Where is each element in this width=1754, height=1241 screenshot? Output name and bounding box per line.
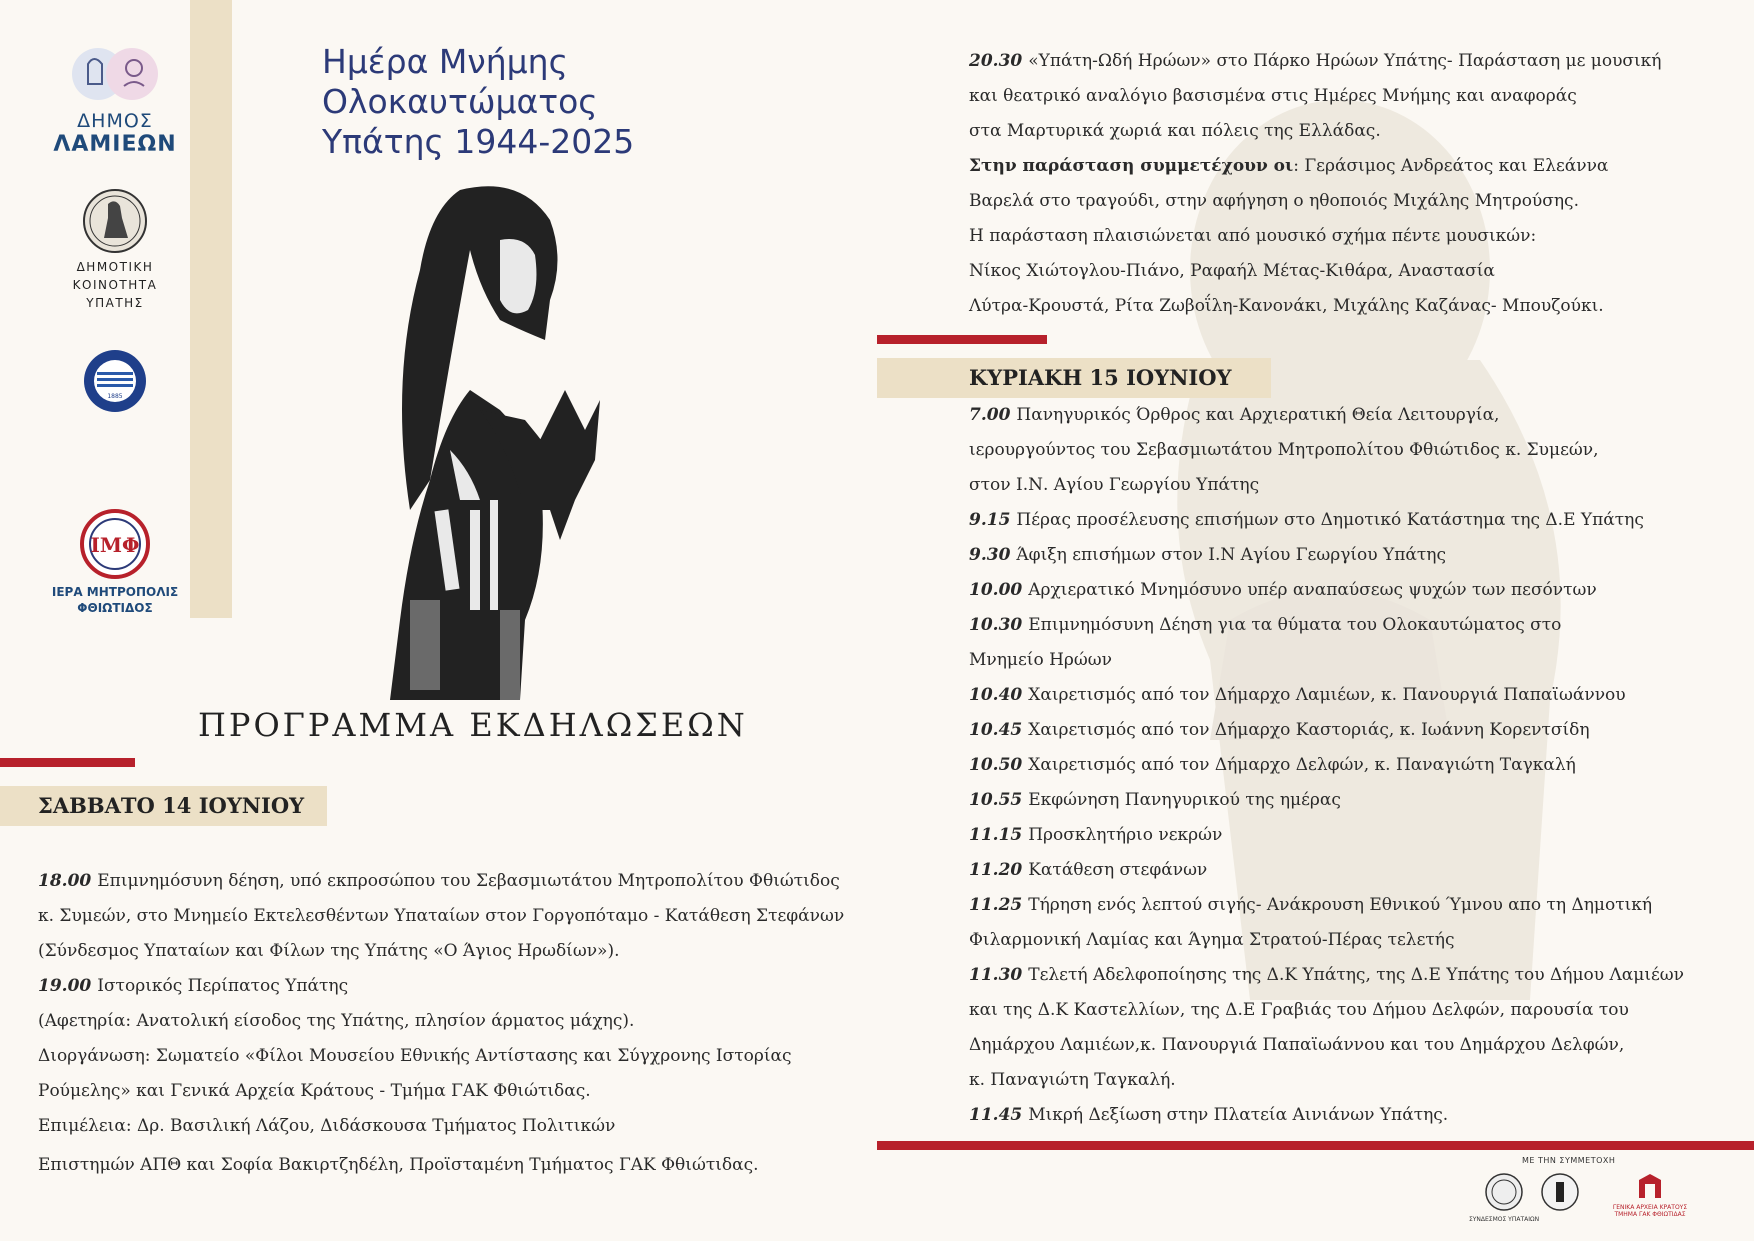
schedule-line: 11.15 Προσκλητήριο νεκρών bbox=[969, 825, 1223, 845]
dimos-lamieon-logo bbox=[40, 42, 190, 157]
schedule-line: Νίκος Χιώτογλου-Πιάνο, Ραφαήλ Μέτας-Κιθάρα, Αναστασία bbox=[969, 261, 1495, 281]
schedule-line: Επιμέλεια: Δρ. Βασιλική Λάζου, Διδάσκουσα Τμήματος Πολιτικών bbox=[38, 1116, 616, 1136]
schedule-line: (Σύνδεσμος Υπαταίων και Φίλων της Υπάτης «Ο Άγιος Ηρωδίων»). bbox=[38, 941, 620, 961]
schedule-line: Στην παράσταση συμμετέχουν οι: Γεράσιμος Ανδρεάτος και Ελεάννα bbox=[969, 156, 1609, 176]
schedule-line: 11.30 Τελετή Αδελφοποίησης της Δ.Κ Υπάτης, της Δ.Ε Υπάτης του Δήμου Λαμιέων bbox=[969, 965, 1684, 985]
schedule-line: Λύτρα-Κρουστά, Ρίτα Ζωβοΐλη-Κανονάκι, Μιχάλης Καζάνας- Μπουζούκι. bbox=[969, 296, 1604, 316]
title-line3: Υπάτης 1944-2025 bbox=[322, 122, 635, 161]
participant-emblem-icon bbox=[1540, 1172, 1580, 1212]
schedule-line: Βαρελά στο τραγούδι, στην αφήγηση ο ηθοποιός Μιχάλης Μητρούσης. bbox=[969, 191, 1579, 211]
schedule-line: 11.20 Κατάθεση στεφάνων bbox=[969, 860, 1208, 880]
schedule-line: 19.00 Ιστορικός Περίπατος Υπάτης bbox=[38, 976, 349, 996]
title-line1: Ημέρα Μνήμης bbox=[322, 42, 568, 81]
koinotita-line2: ΚΟΙΝΟΤΗΤΑ bbox=[72, 278, 158, 292]
program-title: ΠΡΟΓΡΑΜΜΑ ΕΚΔΗΛΩΣΕΩΝ bbox=[198, 706, 748, 744]
dimos-emblem-icon bbox=[60, 42, 170, 106]
schedule-line: κ. Συμεών, στο Μνημείο Εκτελεσθέντων Υπαταίων στον Γοργοπόταμο - Κατάθεση Στεφάνων bbox=[38, 906, 845, 926]
participation-label: ΜΕ ΤΗΝ ΣΥΜΜΕΤΟΧΗ bbox=[1522, 1156, 1616, 1165]
event-title bbox=[322, 42, 682, 162]
koinotita-ypatis-logo bbox=[40, 188, 190, 312]
koinotita-line3: ΥΠΑΤΗΣ bbox=[86, 296, 144, 310]
title-line2: Ολοκαυτώματος bbox=[322, 82, 598, 121]
mitropolis-emblem-icon bbox=[79, 508, 151, 580]
gak-emblem-icon bbox=[1635, 1172, 1665, 1200]
syndesmos-emblem-icon bbox=[1484, 1172, 1524, 1212]
schedule-line: και της Δ.Κ Καστελλίων, της Δ.Ε Γραβιάς του Δήμου Δελφών, παρουσία του bbox=[969, 1000, 1629, 1020]
schedule-line: Μνημείο Ηρώων bbox=[969, 650, 1112, 670]
footer-red-bar bbox=[877, 1141, 1754, 1150]
schedule-line: Διοργάνωση: Σωματείο «Φίλοι Μουσείου Εθνικής Αντίστασης και Σύγχρονης Ιστορίας bbox=[38, 1046, 792, 1066]
schedule-line: κ. Παναγιώτη Ταγκαλή. bbox=[969, 1070, 1176, 1090]
schedule-line: 9.30 Άφιξη επισήμων στον Ι.Ν Αγίου Γεωργίου Υπάτης bbox=[969, 545, 1446, 565]
schedule-line: 10.55 Εκφώνηση Πανηγυρικού της ημέρας bbox=[969, 790, 1341, 810]
schedule-line: 18.00 Επιμνημόσυνη δέηση, υπό εκπροσώπου του Σεβασμιωτάτου Μητροπολίτου Φθιώτιδος bbox=[38, 871, 840, 891]
koinotita-line1: ΔΗΜΟΤΙΚΗ bbox=[76, 260, 154, 274]
dimos-line1: ΔΗΜΟΣ bbox=[77, 110, 153, 132]
schedule-line: 11.45 Μικρή Δεξίωση στην Πλατεία Αινιάνων Υπάτης. bbox=[969, 1105, 1449, 1125]
saturday-schedule bbox=[38, 864, 858, 1183]
schedule-line: 20.30 «Υπάτη-Ωδή Ηρώων» στο Πάρκο Ηρώων Υπάτης- Παράσταση με μουσική bbox=[969, 51, 1662, 71]
mitropolis-line2: ΦΘΙΩΤΙΔΟΣ bbox=[77, 601, 153, 615]
filarmoniki-emblem-icon bbox=[82, 348, 148, 414]
second-participant-logo bbox=[1538, 1172, 1582, 1216]
mitropolis-line1: ΙΕΡΑ ΜΗΤΡΟΠΟΛΙΣ bbox=[51, 585, 179, 599]
schedule-line: ιερουργούντος του Σεβασμιωτάτου Μητροπολίτου Φθιώτιδος κ. Συμεών, bbox=[969, 440, 1599, 460]
schedule-line: 10.50 Χαιρετισμός από τον Δήμαρχο Δελφών, κ. Παναγιώτη Ταγκαλή bbox=[969, 755, 1576, 775]
schedule-line: 10.30 Επιμνημόσυνη Δέηση για τα θύματα του Ολοκαυτώματος στο bbox=[969, 615, 1562, 635]
schedule-line: Ρούμελης» και Γενικά Αρχεία Κράτους - Τμήμα ΓΑΚ Φθιώτιδας. bbox=[38, 1081, 591, 1101]
woman-holding-flowers-illustration bbox=[350, 180, 660, 700]
schedule-line: στα Μαρτυρικά χωριά και πόλεις της Ελλάδας. bbox=[969, 121, 1381, 141]
schedule-line: 10.40 Χαιρετισμός από τον Δήμαρχο Λαμιέων, κ. Πανουργιά Παπαϊωάννου bbox=[969, 685, 1626, 705]
schedule-line: Φιλαρμονική Λαμίας και Άγημα Στρατού-Πέρας τελετής bbox=[969, 930, 1455, 950]
schedule-line: Επιστημών ΑΠΘ και Σοφία Βακιρτζηδέλη, Προϊσταμένη Τμήματος ΓΑΚ Φθιώτιδας. bbox=[38, 1155, 759, 1175]
schedule-line: και θεατρικό αναλόγιο βασισμένα στις Ημέρες Μνήμης και αναφοράς bbox=[969, 86, 1577, 106]
ancient-coin-icon bbox=[82, 188, 148, 254]
left-beige-band bbox=[190, 0, 232, 618]
schedule-line: 11.25 Τήρηση ενός λεπτού σιγής- Ανάκρουση Εθνικού Ύμνου απο τη Δημοτική bbox=[969, 895, 1653, 915]
schedule-line: Η παράσταση πλαισιώνεται από μουσικό σχήμα πέντε μουσικών: bbox=[969, 226, 1537, 246]
sunday-red-bar bbox=[877, 335, 1047, 344]
saturday-red-bar bbox=[0, 758, 135, 767]
schedule-line: 7.00 Πανηγυρικός Όρθρος και Αρχιερατική Θεία Λειτουργία, bbox=[969, 405, 1500, 425]
svg-text:1885: 1885 bbox=[107, 393, 123, 400]
schedule-line: 10.00 Αρχιερατικό Μνημόσυνο υπέρ αναπαύσεως ψυχών των πεσόντων bbox=[969, 580, 1597, 600]
schedule-line: Δημάρχου Λαμιέων,κ. Πανουργιά Παπαϊωάννου και του Δημάρχου Δελφών, bbox=[969, 1035, 1625, 1055]
schedule-line: (Αφετηρία: Ανατολική είσοδος της Υπάτης, πλησίον άρματος μάχης). bbox=[38, 1011, 635, 1031]
schedule-line: 9.15 Πέρας προσέλευσης επισήμων στο Δημοτικό Κατάστημα της Δ.Ε Υπάτης bbox=[969, 510, 1644, 530]
filarmoniki-logo bbox=[40, 348, 190, 418]
syndesmos-logo: ΣΥΝΔΕΣΜΟΣ ΥΠΑΤΑΙΩΝ bbox=[1464, 1172, 1544, 1223]
sunday-schedule bbox=[969, 398, 1729, 1133]
saturday-evening-schedule bbox=[969, 44, 1709, 324]
dimos-line2: ΛΑΜΙΕΩΝ bbox=[53, 132, 177, 157]
svg-text:ΙΜΦ: ΙΜΦ bbox=[90, 533, 140, 557]
gak-logo: ΓΕΝΙΚΑ ΑΡΧΕΙΑ ΚΡΑΤΟΥΣ ΤΜΗΜΑ ΓΑΚ ΦΘΙΩΤΙΔΑΣ bbox=[1594, 1172, 1706, 1218]
saturday-heading: ΣΑΒΒΑΤΟ 14 ΙΟΥΝΙΟΥ bbox=[0, 786, 327, 826]
schedule-line: στον Ι.Ν. Αγίου Γεωργίου Υπάτης bbox=[969, 475, 1260, 495]
sunday-heading: ΚΥΡΙΑΚΗ 15 ΙΟΥΝΙΟΥ bbox=[877, 358, 1271, 398]
schedule-line: 10.45 Χαιρετισμός από τον Δήμαρχο Καστοριάς, κ. Ιωάννη Κορεντσίδη bbox=[969, 720, 1590, 740]
mitropolis-logo bbox=[40, 508, 190, 616]
